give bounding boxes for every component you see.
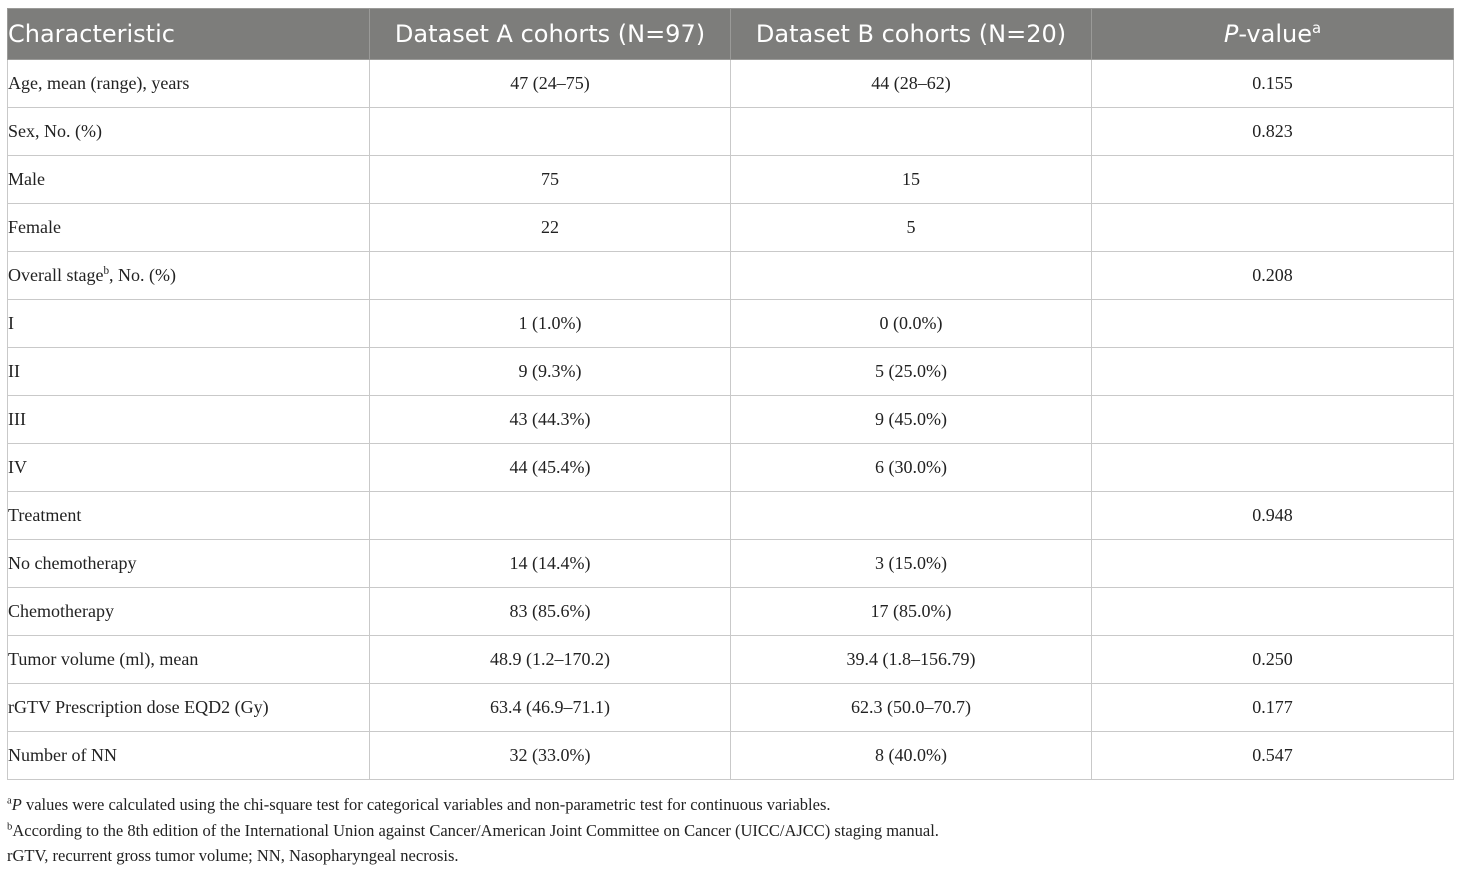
characteristic-label: II bbox=[8, 361, 20, 381]
table-row bbox=[8, 444, 1454, 492]
table-row bbox=[8, 732, 1454, 780]
cell-p-value bbox=[1092, 396, 1454, 444]
cell-p-value: 0.823 bbox=[1092, 108, 1454, 156]
cell-characteristic bbox=[8, 732, 370, 780]
footnote-b bbox=[7, 818, 1453, 844]
cell-dataset-b: 8 (40.0%) bbox=[731, 732, 1092, 780]
cell-characteristic bbox=[8, 348, 370, 396]
cell-dataset-b bbox=[731, 492, 1092, 540]
cell-p-value bbox=[1092, 156, 1454, 204]
header-dataset-b: Dataset B cohorts (N=20) bbox=[731, 9, 1092, 60]
cell-characteristic bbox=[8, 60, 370, 108]
cell-dataset-a: 47 (24–75) bbox=[370, 60, 731, 108]
table-row bbox=[8, 204, 1454, 252]
characteristic-label: Sex, No. (%) bbox=[8, 121, 102, 141]
characteristic-label: I bbox=[8, 313, 14, 333]
cell-characteristic bbox=[8, 396, 370, 444]
characteristic-label: Chemotherapy bbox=[8, 601, 114, 621]
characteristic-label: III bbox=[8, 409, 26, 429]
footnote-a-italic: P bbox=[11, 795, 22, 814]
cell-characteristic bbox=[8, 156, 370, 204]
cell-dataset-b: 39.4 (1.8–156.79) bbox=[731, 636, 1092, 684]
table-row bbox=[8, 540, 1454, 588]
cell-dataset-a: 48.9 (1.2–170.2) bbox=[370, 636, 731, 684]
cell-dataset-b bbox=[731, 252, 1092, 300]
cell-dataset-a: 63.4 (46.9–71.1) bbox=[370, 684, 731, 732]
cell-dataset-a: 83 (85.6%) bbox=[370, 588, 731, 636]
table-row bbox=[8, 492, 1454, 540]
characteristic-label: Treatment bbox=[8, 505, 82, 525]
cell-characteristic bbox=[8, 204, 370, 252]
cell-p-value bbox=[1092, 540, 1454, 588]
cell-characteristic bbox=[8, 444, 370, 492]
cell-p-value: 0.547 bbox=[1092, 732, 1454, 780]
cell-characteristic bbox=[8, 588, 370, 636]
cell-p-value bbox=[1092, 300, 1454, 348]
cell-dataset-a: 43 (44.3%) bbox=[370, 396, 731, 444]
characteristic-label-suffix: , No. (%) bbox=[109, 265, 177, 285]
footnote-a-marker: a bbox=[7, 794, 12, 807]
cell-characteristic bbox=[8, 300, 370, 348]
cell-dataset-a: 9 (9.3%) bbox=[370, 348, 731, 396]
characteristic-label: Number of NN bbox=[8, 745, 117, 765]
cell-dataset-a: 44 (45.4%) bbox=[370, 444, 731, 492]
cell-dataset-b: 62.3 (50.0–70.7) bbox=[731, 684, 1092, 732]
header-row bbox=[8, 9, 1454, 60]
cell-dataset-b: 0 (0.0%) bbox=[731, 300, 1092, 348]
table-row bbox=[8, 348, 1454, 396]
cell-p-value: 0.208 bbox=[1092, 252, 1454, 300]
cell-characteristic bbox=[8, 252, 370, 300]
table-row bbox=[8, 108, 1454, 156]
cell-p-value: 0.948 bbox=[1092, 492, 1454, 540]
table-row bbox=[8, 156, 1454, 204]
footnote-a-text: values were calculated using the chi-square test for categorical variables and non-parametric test for continuous variables. bbox=[21, 795, 831, 814]
characteristic-footnote-marker: b bbox=[103, 265, 110, 277]
cell-dataset-b: 17 (85.0%) bbox=[731, 588, 1092, 636]
table-row bbox=[8, 60, 1454, 108]
cell-dataset-b: 5 bbox=[731, 204, 1092, 252]
cell-dataset-a bbox=[370, 492, 731, 540]
table-row bbox=[8, 396, 1454, 444]
cell-characteristic bbox=[8, 636, 370, 684]
cell-dataset-a bbox=[370, 252, 731, 300]
cell-dataset-a bbox=[370, 108, 731, 156]
characteristic-label: Tumor volume (ml), mean bbox=[8, 649, 199, 669]
characteristic-label: rGTV Prescription dose EQD2 (Gy) bbox=[8, 697, 269, 717]
cell-p-value: 0.177 bbox=[1092, 684, 1454, 732]
cell-dataset-b: 44 (28–62) bbox=[731, 60, 1092, 108]
cell-p-value: 0.155 bbox=[1092, 60, 1454, 108]
characteristic-label: IV bbox=[8, 457, 27, 477]
footnote-abbreviations: rGTV, recurrent gross tumor volume; NN, Nasopharyngeal necrosis. bbox=[7, 846, 459, 865]
table-row bbox=[8, 684, 1454, 732]
cell-dataset-a: 1 (1.0%) bbox=[370, 300, 731, 348]
cell-characteristic bbox=[8, 492, 370, 540]
cell-p-value: 0.250 bbox=[1092, 636, 1454, 684]
header-characteristic: Characteristic bbox=[8, 9, 370, 60]
header-p-value-footnote-marker: a bbox=[1311, 19, 1322, 37]
characteristic-label: No chemotherapy bbox=[8, 553, 137, 573]
cell-characteristic bbox=[8, 108, 370, 156]
cell-dataset-b: 3 (15.0%) bbox=[731, 540, 1092, 588]
cell-dataset-b: 15 bbox=[731, 156, 1092, 204]
cell-p-value bbox=[1092, 348, 1454, 396]
cell-dataset-b: 5 (25.0%) bbox=[731, 348, 1092, 396]
cell-dataset-b: 6 (30.0%) bbox=[731, 444, 1092, 492]
cell-dataset-b bbox=[731, 108, 1092, 156]
characteristic-label: Age, mean (range), years bbox=[8, 73, 190, 93]
header-dataset-a: Dataset A cohorts (N=97) bbox=[370, 9, 731, 60]
cell-characteristic bbox=[8, 684, 370, 732]
characteristic-label: Female bbox=[8, 217, 61, 237]
table-row bbox=[8, 252, 1454, 300]
cell-p-value bbox=[1092, 588, 1454, 636]
table-row bbox=[8, 588, 1454, 636]
characteristic-label: Male bbox=[8, 169, 45, 189]
cell-dataset-a: 32 (33.0%) bbox=[370, 732, 731, 780]
cell-characteristic bbox=[8, 540, 370, 588]
table-row bbox=[8, 300, 1454, 348]
cell-dataset-a: 14 (14.4%) bbox=[370, 540, 731, 588]
characteristic-label: Overall stage bbox=[8, 265, 104, 285]
cell-dataset-b: 9 (45.0%) bbox=[731, 396, 1092, 444]
header-p-value bbox=[1092, 9, 1454, 60]
footnote-b-text: According to the 8th edition of the International Union against Cancer/American Joint Committee on Cancer (UICC/AJCC) staging manual. bbox=[12, 820, 939, 840]
characteristics-table bbox=[7, 8, 1454, 780]
cell-p-value bbox=[1092, 444, 1454, 492]
cell-dataset-a: 75 bbox=[370, 156, 731, 204]
table-body bbox=[8, 60, 1454, 780]
table-row bbox=[8, 636, 1454, 684]
header-p-value-text: -value bbox=[1238, 20, 1312, 48]
header-p-value-italic: P bbox=[1223, 20, 1239, 48]
cell-dataset-a: 22 bbox=[370, 204, 731, 252]
footnote-b-marker: b bbox=[7, 820, 13, 832]
table-footnotes bbox=[7, 792, 1453, 869]
cell-p-value bbox=[1092, 204, 1454, 252]
footnote-a bbox=[7, 792, 1453, 818]
